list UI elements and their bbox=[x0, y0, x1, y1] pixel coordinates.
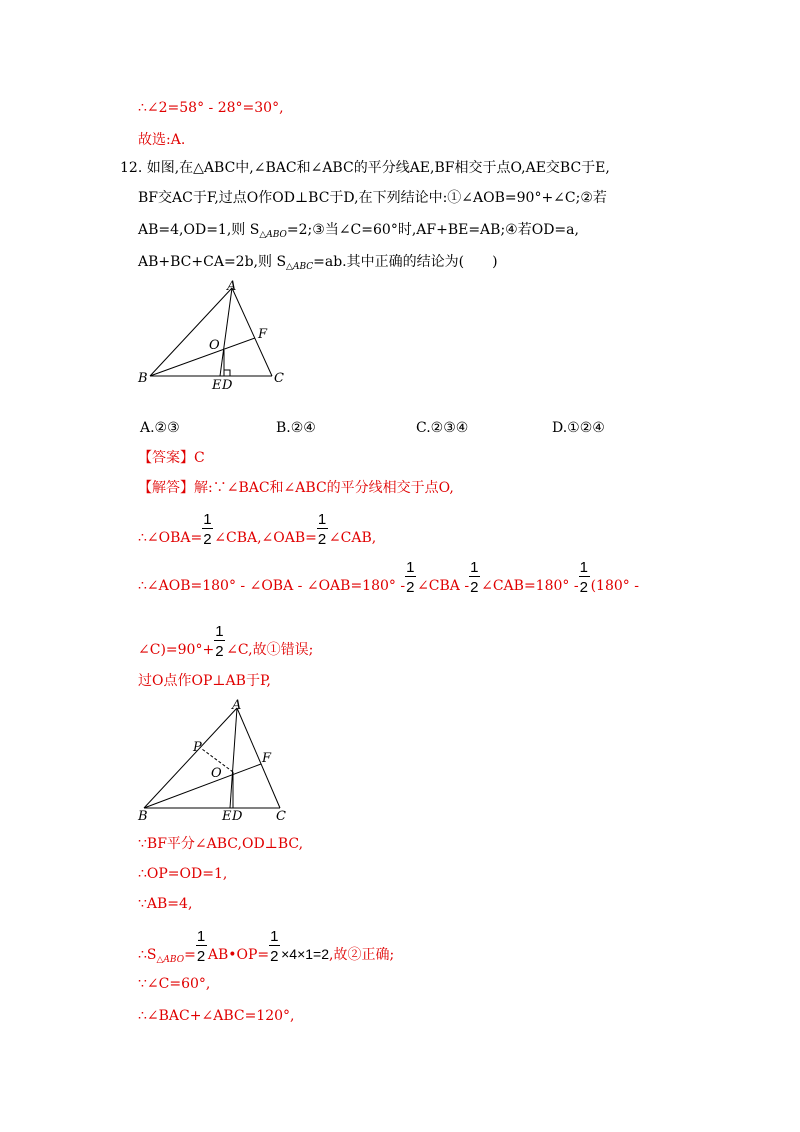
label-d: D bbox=[232, 809, 243, 824]
solution-step-1 bbox=[138, 511, 377, 548]
area-subscript: △ABO bbox=[156, 955, 185, 965]
fraction-numerator: 1 bbox=[579, 559, 588, 576]
half-fraction bbox=[196, 928, 208, 965]
step8-d: ×4×1=2 bbox=[281, 946, 330, 962]
question-line-2: BF交AC于F,过点O作OD⊥BC于D,在下列结论中:①∠AOB=90°+∠C;②若 bbox=[138, 190, 607, 206]
fraction-numerator: 1 bbox=[317, 511, 327, 528]
label-e: E bbox=[222, 809, 232, 824]
fraction-numerator: 1 bbox=[470, 559, 479, 576]
step2-d: (180° - bbox=[590, 578, 639, 594]
solution-step-10: ∴∠BAC+∠ABC=120°, bbox=[138, 1008, 295, 1024]
fraction-bar bbox=[196, 945, 207, 946]
question-line-4-a: AB+BC+CA=2b,则 S bbox=[138, 254, 287, 270]
option-b[interactable]: B.②④ bbox=[276, 420, 316, 436]
question-line-1: 12. 如图,在△ABC中,∠BAC和∠ABC的平分线AE,BF相交于点O,AE交BC于E, bbox=[120, 160, 610, 176]
fraction-denominator: 2 bbox=[470, 579, 479, 596]
label-f: F bbox=[262, 751, 272, 766]
half-fraction bbox=[469, 559, 481, 596]
fraction-numerator: 1 bbox=[270, 928, 279, 945]
fraction-bar bbox=[579, 576, 590, 577]
solution-step-9: ∵∠C=60°, bbox=[138, 976, 211, 992]
bisector-ae bbox=[220, 288, 232, 376]
label-c: C bbox=[276, 809, 286, 824]
label-b: B bbox=[138, 371, 148, 386]
solution-step-7: ∵AB=4, bbox=[138, 896, 193, 912]
prev-step-line: ∴∠2=58° - 28°=30°, bbox=[138, 100, 284, 116]
label-o: O bbox=[211, 766, 222, 781]
solution-step-8 bbox=[138, 928, 395, 970]
option-d[interactable]: D.①②④ bbox=[552, 420, 605, 436]
option-a[interactable]: A.②③ bbox=[140, 420, 180, 436]
solution-step-2 bbox=[138, 559, 639, 596]
fraction-numerator: 1 bbox=[406, 559, 415, 576]
fraction-bar bbox=[317, 528, 328, 529]
question-line-3-a: AB=4,OD=1,则 S bbox=[138, 222, 260, 238]
solution-step-3 bbox=[138, 623, 314, 660]
label-o: O bbox=[209, 338, 220, 353]
step2-a: ∴∠AOB=180° - ∠OBA - ∠OAB=180° - bbox=[138, 578, 406, 594]
right-angle-mark bbox=[224, 370, 230, 376]
fraction-bar bbox=[469, 576, 480, 577]
label-f: F bbox=[258, 327, 268, 342]
step1-a: ∴∠OBA= bbox=[138, 530, 203, 546]
fraction-denominator: 2 bbox=[406, 579, 415, 596]
side-ac bbox=[237, 708, 280, 808]
fraction-bar bbox=[214, 640, 225, 641]
label-e: E bbox=[212, 378, 222, 393]
half-fraction bbox=[579, 559, 591, 596]
half-fraction bbox=[269, 928, 281, 965]
fraction-numerator: 1 bbox=[203, 511, 212, 528]
step1-b: ∠CBA,∠OAB= bbox=[214, 530, 317, 546]
solution-intro: 【解答】解:∵∠BAC和∠ABC的平分线相交于点O, bbox=[138, 480, 454, 496]
step8-b: = bbox=[184, 947, 196, 963]
question-line-3-b: =2;③当∠C=60°时,AF+BE=AB;④若OD=a, bbox=[286, 222, 579, 238]
label-a: A bbox=[232, 698, 242, 713]
step1-c: ∠CAB, bbox=[328, 530, 377, 546]
fraction-denominator: 2 bbox=[579, 579, 588, 596]
half-fraction bbox=[202, 511, 214, 548]
fraction-bar bbox=[269, 945, 280, 946]
prev-choice-line: 故选:A. bbox=[138, 132, 186, 148]
fraction-denominator: 2 bbox=[270, 948, 279, 965]
fraction-bar bbox=[202, 528, 213, 529]
fraction-denominator: 2 bbox=[317, 531, 327, 548]
fraction-denominator: 2 bbox=[215, 643, 224, 660]
step3-b: ∠C,故①错误; bbox=[226, 642, 314, 658]
fraction-numerator: 1 bbox=[196, 928, 206, 945]
answer-line: 【答案】C bbox=[138, 450, 205, 466]
step8-c: AB•OP= bbox=[207, 947, 270, 963]
solution-step-6: ∴OP=OD=1, bbox=[138, 866, 228, 882]
step8-e: ,故②正确; bbox=[329, 947, 395, 963]
bisector-bf bbox=[150, 338, 255, 376]
question-line-3 bbox=[138, 220, 579, 245]
option-c[interactable]: C.②③④ bbox=[416, 420, 469, 436]
solution-step-4: 过O点作OP⊥AB于P, bbox=[138, 673, 271, 689]
side-ab bbox=[144, 708, 237, 808]
solution-step-5: ∵BF平分∠ABC,OD⊥BC, bbox=[138, 836, 304, 852]
area-subscript: △ABC bbox=[286, 262, 314, 272]
step3-a: ∠C)=90°+ bbox=[138, 642, 215, 658]
half-fraction bbox=[214, 623, 226, 660]
label-a: A bbox=[227, 279, 237, 294]
step2-b: ∠CBA - bbox=[417, 578, 470, 594]
label-d: D bbox=[222, 378, 233, 393]
fraction-denominator: 2 bbox=[203, 531, 212, 548]
triangle-figure-1 bbox=[130, 278, 300, 398]
label-b: B bbox=[138, 809, 148, 824]
step8-a: ∴S bbox=[138, 947, 157, 963]
area-subscript: △ABO bbox=[259, 230, 287, 240]
question-line-4 bbox=[138, 252, 498, 277]
fraction-denominator: 2 bbox=[196, 948, 206, 965]
triangle-figure-2 bbox=[130, 696, 300, 826]
label-p: P bbox=[193, 740, 202, 755]
question-line-4-b: =ab.其中正确的结论为( ) bbox=[313, 254, 498, 270]
fraction-numerator: 1 bbox=[215, 623, 224, 640]
half-fraction bbox=[405, 559, 417, 596]
label-c: C bbox=[274, 371, 284, 386]
bisector-bf bbox=[144, 764, 261, 808]
step2-c: ∠CAB=180° - bbox=[481, 578, 579, 594]
fraction-bar bbox=[405, 576, 416, 577]
half-fraction bbox=[317, 511, 329, 548]
side-ab bbox=[150, 288, 232, 376]
